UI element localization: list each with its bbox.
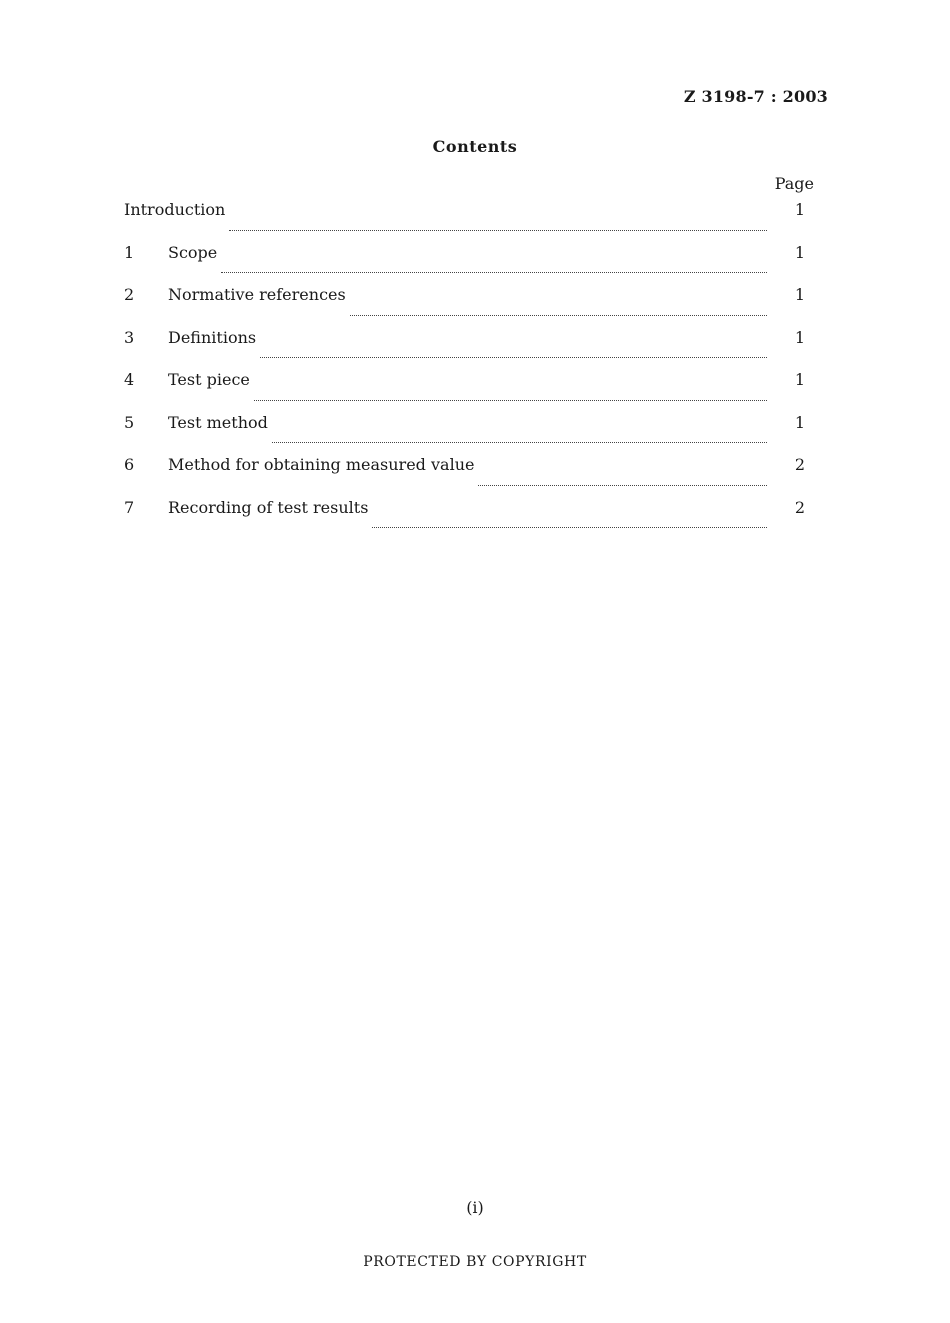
toc-leader-dots <box>221 271 767 273</box>
toc-entry-definitions[interactable] <box>124 328 814 371</box>
toc-entry-page: 1 <box>794 285 805 304</box>
toc-leader-dots <box>272 441 767 443</box>
toc-entry-title: Normative references <box>168 285 346 304</box>
toc-entry-recording-results[interactable] <box>124 498 814 541</box>
toc-entry-page: 1 <box>794 370 805 389</box>
toc-entry-normative-references[interactable] <box>124 285 814 328</box>
toc-entry-title: Definitions <box>168 327 257 347</box>
toc-leader-dots <box>254 399 767 401</box>
toc-leader-dots <box>478 484 767 486</box>
page-column-label: Page <box>774 174 814 193</box>
document-id: Z 3198-7 : 2003 <box>683 87 828 106</box>
toc-entry-number: 6 <box>124 455 135 474</box>
footer-page-number: (i) <box>466 1198 484 1217</box>
toc-entry-title: Scope <box>168 242 218 262</box>
toc-entry-test-piece[interactable] <box>124 370 814 413</box>
toc-entry-page: 1 <box>794 327 805 347</box>
toc-entry-number: 1 <box>124 242 135 262</box>
toc-entry-number: 5 <box>124 412 135 432</box>
toc-entry-number: 3 <box>124 327 135 347</box>
toc-entry-number: 4 <box>124 370 135 389</box>
toc-entry-title: Introduction <box>124 200 226 219</box>
toc-entry-page: 1 <box>794 412 805 432</box>
toc-leader-dots <box>260 356 767 358</box>
toc-entry-page: 2 <box>794 455 805 474</box>
toc-entry-title: Recording of test results <box>168 497 369 517</box>
toc-leader-dots <box>229 229 767 231</box>
toc-entry-test-method[interactable] <box>124 413 814 456</box>
toc-entry-page: 1 <box>794 200 805 219</box>
toc-entry-title: Method for obtaining measured value <box>168 455 475 474</box>
toc-entry-introduction[interactable] <box>124 200 814 243</box>
toc-entry-scope[interactable] <box>124 243 814 286</box>
toc-entry-page: 2 <box>794 497 805 517</box>
toc-entry-measured-value[interactable] <box>124 455 814 498</box>
copyright-notice: PROTECTED BY COPYRIGHT <box>363 1254 587 1270</box>
toc-entry-page: 1 <box>794 242 805 262</box>
toc-entry-number: 2 <box>124 285 135 304</box>
contents-title: Contents <box>432 137 518 156</box>
toc-entry-number: 7 <box>124 497 135 517</box>
toc-entry-title: Test method <box>168 412 268 432</box>
table-of-contents <box>124 200 814 540</box>
toc-leader-dots <box>372 526 767 528</box>
toc-entry-title: Test piece <box>168 370 250 389</box>
toc-leader-dots <box>350 314 767 316</box>
